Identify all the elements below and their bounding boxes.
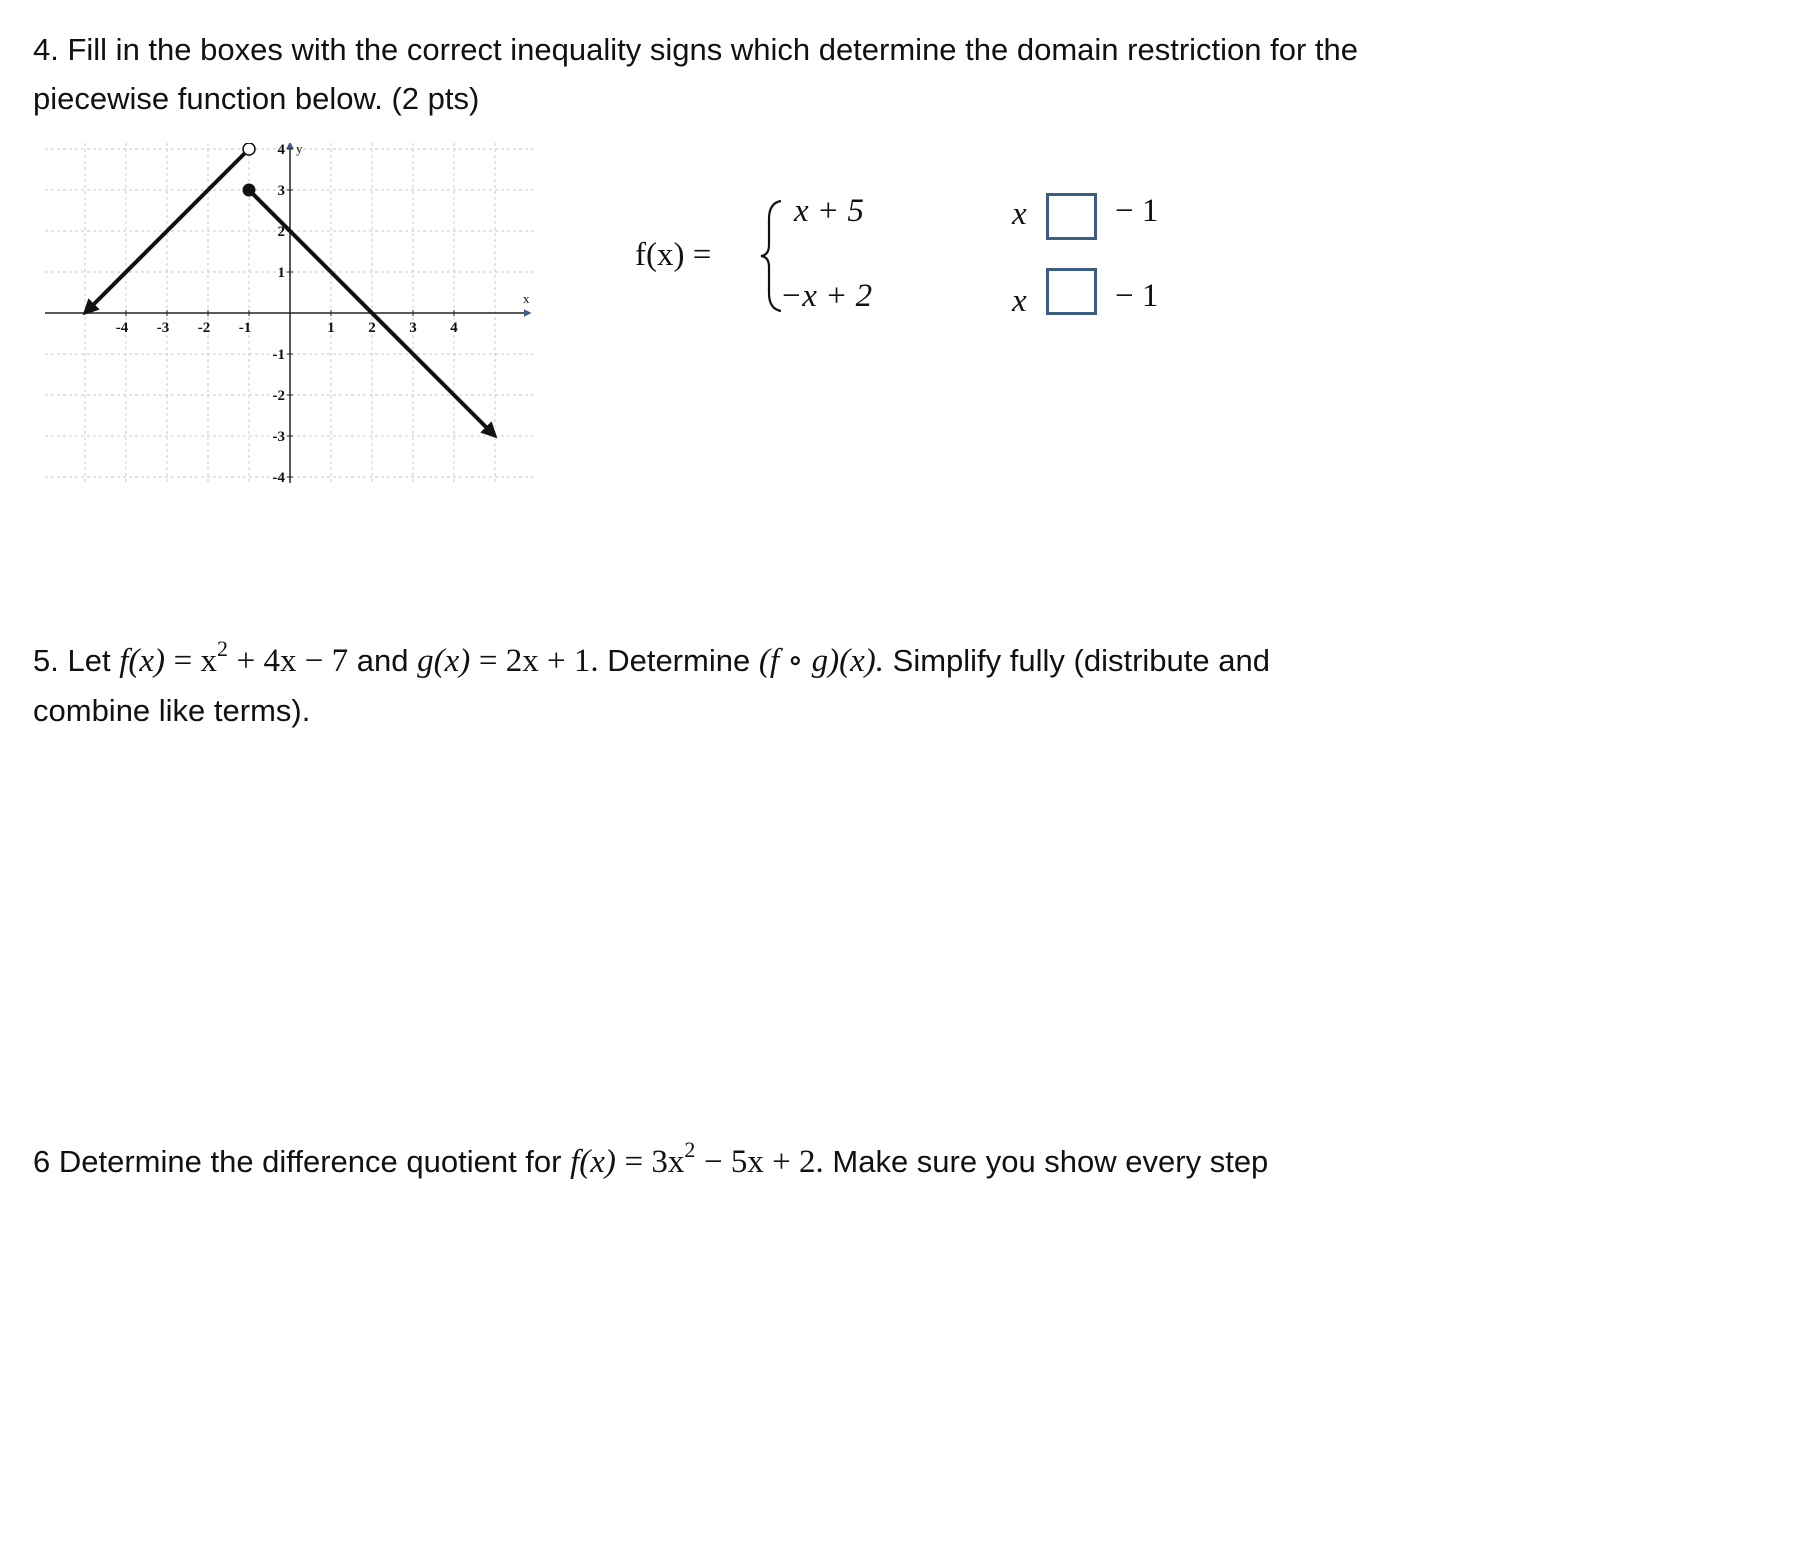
y-tick-label: -3 xyxy=(272,429,285,445)
q6-eq: = 3x xyxy=(624,1144,685,1180)
case-1-bound: − 1 xyxy=(1115,193,1159,229)
y-axis-label: y xyxy=(296,143,303,156)
open-endpoint xyxy=(243,143,255,155)
x-axis-label: x xyxy=(523,291,530,306)
q6-prefix: 6 Determine the difference quotient for xyxy=(33,1144,562,1179)
case-2-inequality-box[interactable] xyxy=(1046,268,1097,315)
x-tick-label: 1 xyxy=(327,320,335,336)
y-tick-label: -1 xyxy=(272,347,285,363)
question-4-line-2: piecewise function below. (2 pts) xyxy=(33,81,480,116)
x-tick-label: 4 xyxy=(450,320,458,336)
case-1-variable: x xyxy=(1012,196,1027,232)
y-tick-label: 1 xyxy=(277,265,285,281)
q5-and: and xyxy=(356,643,409,678)
y-tick-label: 2 xyxy=(277,224,285,240)
q6-rest: − 5x + 2. xyxy=(704,1144,824,1180)
x-tick-label: -1 xyxy=(238,320,252,336)
q5-determine: Determine xyxy=(607,643,751,678)
question-5-line-1 xyxy=(33,636,1270,686)
y-tick-label: -4 xyxy=(272,470,285,483)
q5-f-eq: = x xyxy=(173,643,217,679)
case-2-variable: x xyxy=(1012,283,1027,319)
y-tick-label: 3 xyxy=(277,183,285,199)
q5-composition: (f ∘ g)(x). xyxy=(758,643,885,679)
x-tick-labels xyxy=(116,310,459,336)
case-1-inequality-box[interactable] xyxy=(1046,193,1097,240)
q5-f-rest: + 4x − 7 xyxy=(236,643,349,679)
case-2-bound: − 1 xyxy=(1115,278,1159,314)
y-tick-label: -2 xyxy=(272,388,285,404)
x-tick-label: -4 xyxy=(115,320,129,336)
case-1-expression: x + 5 xyxy=(794,193,864,229)
q5-f-of-x: f(x) xyxy=(119,643,165,679)
y-tick-label: 4 xyxy=(277,143,285,158)
x-tick-label: -2 xyxy=(197,320,211,336)
piecewise-f-of-x: f(x) = xyxy=(635,237,712,273)
case-2-expression: −x + 2 xyxy=(780,278,873,314)
x-tick-label: 2 xyxy=(368,320,376,336)
q6-f-of-x: f(x) xyxy=(570,1144,616,1180)
question-6 xyxy=(33,1137,1268,1187)
closed-endpoint xyxy=(243,184,256,197)
q5-f-exponent: 2 xyxy=(216,635,228,661)
q5-tail: Simplify fully (distribute and xyxy=(892,643,1270,678)
q6-exponent: 2 xyxy=(684,1136,696,1162)
question-4-line-1: 4. Fill in the boxes with the correct inequality signs which determine the domain restriction for the xyxy=(33,32,1359,67)
x-tick-label: -3 xyxy=(156,320,170,336)
q5-g-of-x: g(x) xyxy=(417,643,471,679)
piecewise-graph xyxy=(45,143,535,483)
x-tick-label: 3 xyxy=(409,320,417,336)
q5-g-rest: = 2x + 1. xyxy=(478,643,599,679)
question-5-line-2: combine like terms). xyxy=(33,693,311,728)
q5-prefix: 5. Let xyxy=(33,643,111,678)
q6-tail: Make sure you show every step xyxy=(832,1144,1269,1179)
